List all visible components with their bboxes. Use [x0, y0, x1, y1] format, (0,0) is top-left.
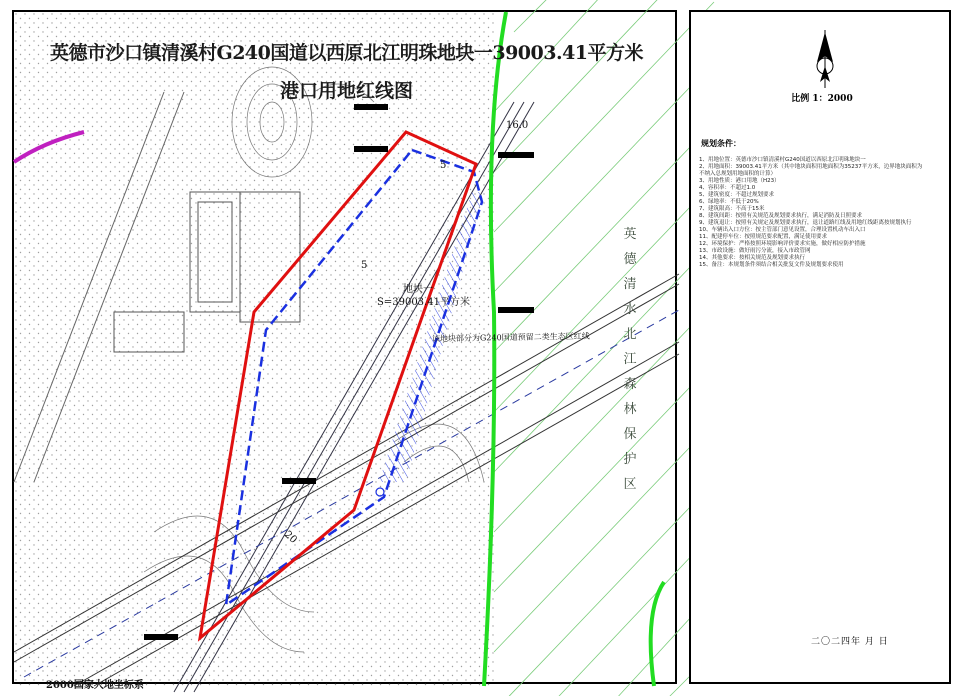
note-line: 3、用地性质：港口用地（H23）	[699, 178, 780, 184]
dimension-label: 5	[361, 260, 368, 271]
road-annotation: 该地块部分为G240国道预留二类生态区红线	[431, 331, 590, 344]
planning-notes	[699, 157, 943, 269]
dimension-label: 20	[281, 529, 299, 546]
date-line: 二〇二四年 月 日	[811, 637, 889, 647]
note-line: 15、备注：本规划条件须结合相关批复文件及规划要求使用	[699, 262, 844, 268]
note-line: 14、其他要求：按相关规范及规划要求执行	[699, 255, 805, 261]
note-line: 1、用地位置：英德市沙口镇清溪村G240国道以西原北江明珠地块一	[699, 157, 866, 163]
map-drawing	[14, 12, 679, 686]
north-arrow-icon	[795, 26, 855, 92]
notes-title: 规划条件：	[701, 139, 741, 148]
protection-area-label: 英德清水北江森林保护区	[623, 227, 637, 492]
parcel-name: 地块一	[403, 284, 433, 295]
dimension-label: 16.0	[506, 120, 529, 131]
redacted-coordinate	[354, 104, 388, 110]
protection-boundary-end	[651, 582, 664, 686]
redacted-coordinate	[282, 478, 316, 484]
note-line: 2、用地面积：39003.41平方米（其中地块面积用地面积为35237平方米，边界地块面积为	[699, 164, 923, 170]
note-line: 12、环境保护：严格按照环境影响评价要求实施，做好相应防护措施	[699, 241, 866, 247]
parcel-area: S=39003.41平方米	[377, 297, 470, 308]
dimension-label: 5	[440, 160, 447, 171]
note-line: 4、容积率：不超过1.0	[699, 185, 756, 191]
note-line: 5、建筑密度：不超过规划要求	[699, 192, 775, 198]
redacted-coordinate	[144, 634, 178, 640]
note-line: 6、绿地率：不低于20%	[699, 199, 759, 205]
protection-hatch	[494, 0, 714, 696]
note-line: 10、车辆出入口方位：按主管部门意见设置，合理设置机动车出入口	[699, 227, 866, 233]
map-title-line2: 港口用地红线图	[279, 80, 413, 102]
note-line: 13、市政设施：做好雨污分流，接入市政管网	[699, 248, 811, 254]
map-panel	[12, 10, 677, 691]
note-line: 不纳入总规划用地面积的计算）	[699, 171, 777, 177]
redacted-coordinate	[354, 146, 388, 152]
legend-panel	[689, 10, 951, 684]
map-title-line1: 英德市沙口镇清溪村G240国道以西原北江明珠地块一39003.41平方米	[49, 42, 644, 64]
note-line: 7、建筑限高：不高于15米	[699, 206, 765, 212]
note-line: 8、建筑间距：按照有关规范及规划要求执行，满足消防及日照要求	[699, 213, 863, 219]
coordinate-system-label: 2000国家大地坐标系	[46, 680, 144, 691]
scale-label: 比例 1：2000	[791, 94, 853, 104]
note-line: 11、配建停车位：按照规范要求配置，满足使用要求	[699, 234, 828, 240]
note-line: 9、建筑退让：按照有关规定及规划要求执行，退让道路红线及用地红线距离按规划执行	[699, 220, 912, 226]
redacted-coordinate	[498, 307, 534, 313]
redacted-coordinate	[498, 152, 534, 158]
